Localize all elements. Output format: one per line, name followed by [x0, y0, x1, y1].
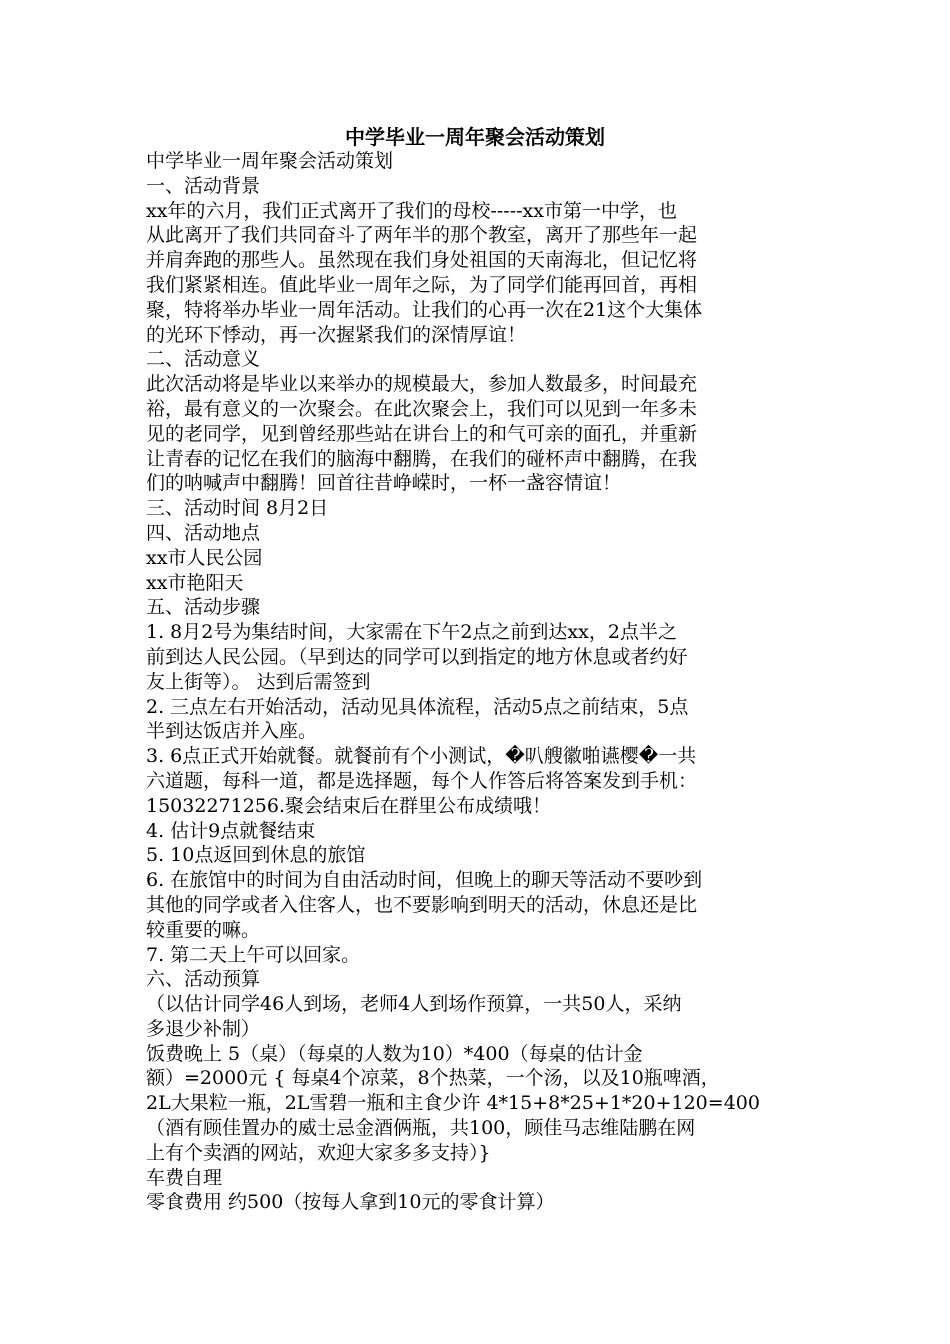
document-title: 中学毕业一周年聚会活动策划 — [345, 125, 605, 149]
text-line: 并肩奔跑的那些人。虽然现在我们身处祖国的天南海北，但记忆将 — [146, 249, 698, 272]
text-line: 5. 10点返回到休息的旅馆 — [146, 844, 366, 867]
text-line: （以估计同学46人到场，老师4人到场作预算，一共50人，采纳 — [146, 993, 682, 1016]
text-line: 中学毕业一周年聚会活动策划 — [146, 150, 394, 172]
text-line: 一、活动背景 — [146, 174, 261, 197]
text-line: 1. 8月2号为集结时间，大家需在下午2点之前到达xx，2点半之 — [146, 621, 677, 644]
text-line: 让青春的记忆在我们的脑海中翻腾，在我们的碰杯声中翻腾，在我 — [146, 447, 698, 470]
text-line: 6. 在旅馆中的时间为自由活动时间，但晚上的聊天等活动不要吵到 — [146, 869, 703, 892]
text-line: 额）=2000元 { 每桌4个凉菜，8个热菜，一个汤，以及10瓶啤酒， — [146, 1067, 720, 1090]
text-line: 六道题，每科一道，都是选择题，每个人作答后将答案发到手机： — [146, 769, 698, 792]
text-line: 此次活动将是毕业以来举办的规模最大，参加人数最多，时间最充 — [146, 373, 698, 396]
text-line: 4. 估计9点就餐结束 — [146, 819, 316, 842]
text-line: 从此离开了我们共同奋斗了两年半的那个教室，离开了那些年一起 — [146, 224, 698, 247]
document-body — [146, 149, 810, 1215]
text-line: （酒有顾佳置办的威士忌金酒俩瓶，共100，顾佳马志维陆鹏在网 — [146, 1117, 696, 1140]
text-line: 15032271256.聚会结束后在群里公布成绩哦！ — [146, 794, 552, 817]
text-line: 2L大果粒一瓶，2L雪碧一瓶和主食少许 4*15+8*25+1*20+120=400 — [146, 1092, 760, 1115]
text-line: 零食费用 约500（按每人拿到10元的零食计算） — [146, 1191, 555, 1214]
text-line: xx年的六月，我们正式离开了我们的母校-----xx市第一中学，也 — [146, 199, 677, 222]
text-line: 聚，特将举办毕业一周年活动。让我们的心再一次在21这个大集体 — [146, 298, 703, 321]
text-line: 车费自理 — [146, 1166, 223, 1189]
text-line: 五、活动步骤 — [146, 596, 261, 619]
text-line: 的光环下悸动，再一次握紧我们的深情厚谊！ — [146, 323, 527, 346]
text-line: 7. 第二天上午可以回家。 — [146, 943, 361, 966]
text-line: 半到达饭店并入座。 — [146, 720, 318, 743]
text-line: 其他的同学或者入住客人，也不要影响到明天的活动，休息还是比 — [146, 893, 698, 916]
text-line: 六、活动预算 — [146, 968, 261, 991]
text-line: 前到达人民公园。（早到达的同学可以到指定的地方休息或者约好 — [146, 645, 688, 668]
text-line: 三、活动时间 8月2日 — [146, 497, 329, 520]
text-line: 裕，最有意义的一次聚会。在此次聚会上，我们可以见到一年多未 — [146, 397, 698, 420]
text-line: 2. 三点左右开始活动，活动见具体流程，活动5点之前结束，5点 — [146, 695, 689, 718]
text-line: xx市人民公园 — [146, 546, 263, 569]
text-line: 我们紧紧相连。值此毕业一周年之际，为了同学们能再回首，再相 — [146, 273, 698, 296]
text-line: 3. 6点正式开始就餐。就餐前有个小测试，�叭艘徽啪䜩樱�一共 — [146, 745, 697, 768]
text-line: 友上街等）。 达到后需签到 — [146, 670, 371, 693]
text-line: xx市艳阳天 — [146, 571, 244, 594]
text-line: 们的呐喊声中翻腾！回首往昔峥嵘时，一杯一盏容情谊！ — [146, 472, 622, 495]
text-line: 饭费晚上 5（桌）（每桌的人数为10）*400（每桌的估计金 — [146, 1042, 643, 1065]
text-line: 四、活动地点 — [146, 521, 261, 544]
text-line: 较重要的嘛。 — [146, 918, 261, 941]
text-line: 多退少补制） — [146, 1017, 261, 1040]
text-line: 见的老同学，见到曾经那些站在讲台上的和气可亲的面孔，并重新 — [146, 422, 698, 445]
text-line: 二、活动意义 — [146, 348, 261, 371]
text-line: 上有个卖酒的网站，欢迎大家多多支持）} — [146, 1141, 491, 1164]
